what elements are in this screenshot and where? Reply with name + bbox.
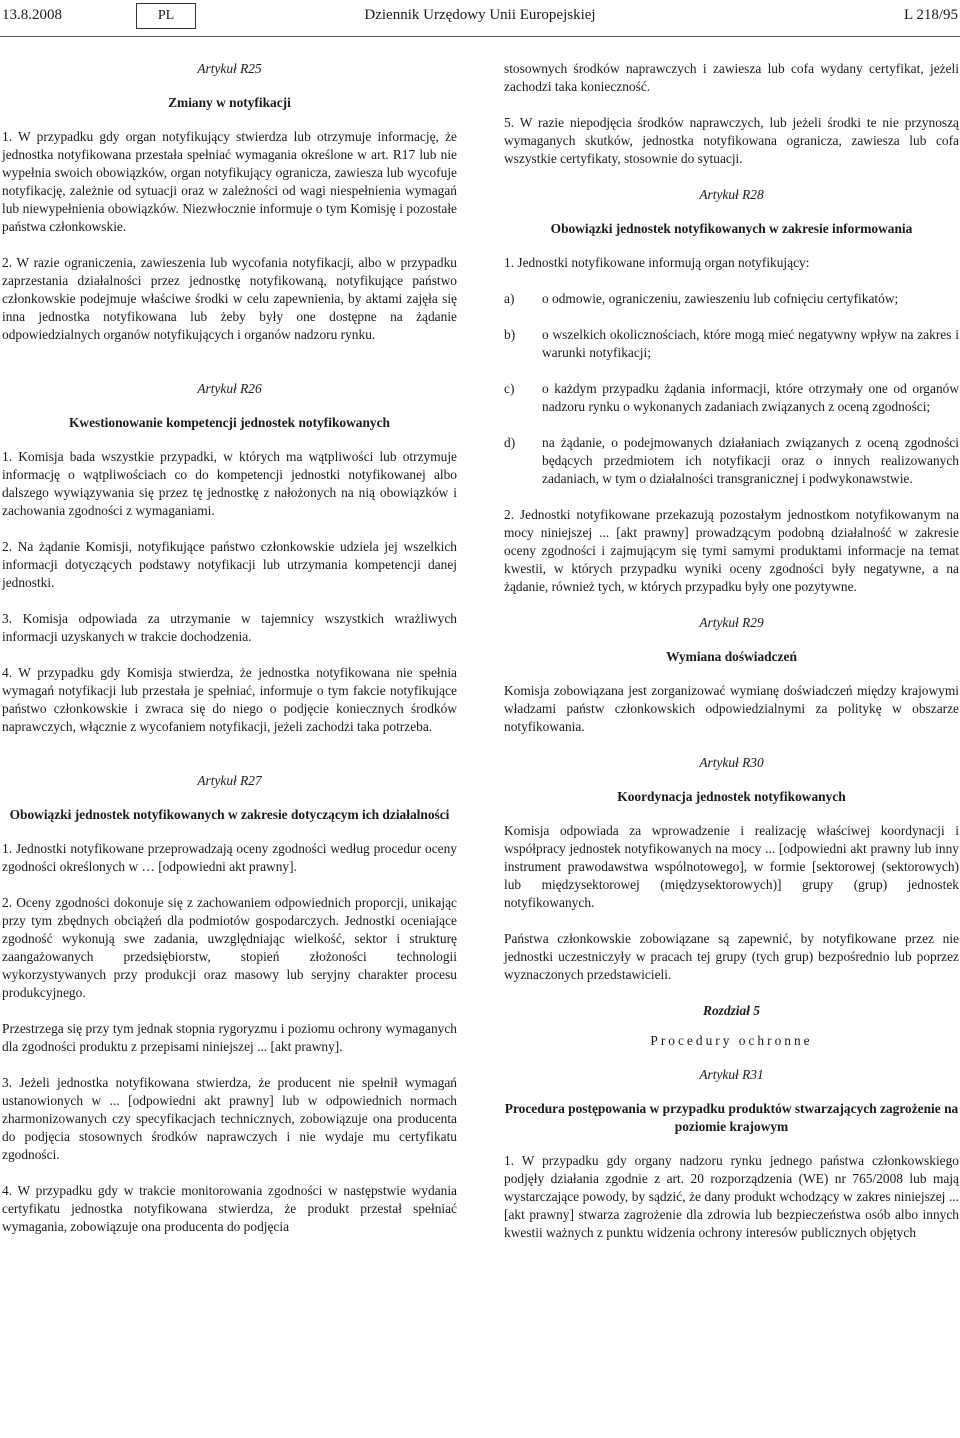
chapter-title: Procedury ochronne [650,1033,813,1048]
paragraph: 4. W przypadku gdy w trakcie monitorowania zgodności w następstwie wydania certyfikatu jednostka notyfikowana stwierdza, że produkt przestał spełniać wymagania, zobowiązuje ona producenta do podjęcia [2,1183,457,1234]
article-label: Artykuł R28 [699,187,764,202]
paragraph: stosownych środków naprawczych i zawiesza lub cofa wydany certyfikat, jeżeli zachodzi taka konieczność. [504,61,959,94]
paragraph: 1. Komisja bada wszystkie przypadki, w których ma wątpliwości lub otrzymuje informację o wątpliwościach co do kompetencji jednostki notyfikowanej albo dalszego wywiązywania się przez tę jednostkę z nałożonych na nią obowiązków i zachowania zgodności z wymaganiami. [2,449,457,518]
publication-date: 13.8.2008 [2,7,62,23]
article-title: Zmiany w notyfikacji [168,95,291,110]
paragraph: 2. Na żądanie Komisji, notyfikujące państwo członkowskie udziela jej wszelkich informacji dotyczących podstawy notyfikacji lub utrzymania kompetencji danej jednostki. [2,539,457,590]
article-title: Procedura postępowania w przypadku produktów stwarzających zagrożenie na poziomie krajowym [504,1101,959,1134]
list-item-label: a) [504,291,515,306]
paragraph: 5. W razie niepodjęcia środków naprawczych, lub jeżeli środki te nie przynoszą wymaganych skutków, jednostka notyfikowana ogranicza, zawiesza lub cofa wszystkie certyfikaty, stosownie do sytuacji. [504,115,959,166]
left-column [2,60,457,1254]
paragraph: 2. Jednostki notyfikowane przekazują pozostałym jednostkom notyfikowanym na mocy niniejszej ... [akt prawny] prowadzącym podobną działalność w zakresie oceny zgodności i zajmującym się tymi samymi produktami informacje na temat kwestii, w których przypadku wyniki oceny zgodności były negatywne, a na żądanie, również tych, w których przypadku były one pozytywne. [504,507,959,594]
page-header [0,0,960,30]
article-title: Wymiana doświadczeń [666,649,797,664]
paragraph: 4. W przypadku gdy Komisja stwierdza, że jednostka notyfikowana nie spełnia wymagań notyfikacji lub przestała je spełniać, informuje o tym fakcie notyfikujące państwo członkowskie i zwraca się do niego o podjęcie koniecznych środków naprawczych, włącznie z wycofaniem notyfikacji, jeżeli zachodzi taka potrzeba. [2,665,457,734]
paragraph: 1. W przypadku gdy organy nadzoru rynku jednego państwa członkowskiego podjęły działania zgodnie z art. 20 rozporządzenia (WE) nr 765/2008 lub mają wystarczające powody, by sądzić, że dany produkt wchodzący w zakres niniejszej ... [akt prawny] stwarza zagrożenie dla zdrowia lub bezpieczeństwa osób albo innych kwestii ważnych z punktu widzenia ochrony interesów publicznych objętych [504,1153,959,1240]
article-title: Kwestionowanie kompetencji jednostek notyfikowanych [68,415,390,430]
paragraph: 1. W przypadku gdy organ notyfikujący stwierdza lub otrzymuje informację, że jednostka notyfikowana przestała spełniać wymagania określone w art. R17 lub nie wypełnia swoich obowiązków, organ notyfikujący ogranicza, zawiesza lub wycofuje notyfikację, zależnie od sytuacji oraz w zależności od wagi niespełnienia wymagań lub niewypełnienia obowiązków. Niezwłocznie informuje o tym Komisję i pozostałe państwa członkowskie. [2,129,457,234]
list-item-text: o każdym przypadku żądania informacji, które otrzymały one od organów nadzoru rynku o wykonanych zadaniach związanych z oceną zgodności; [542,381,959,414]
paragraph: 1. Jednostki notyfikowane informują organ notyfikujący: [504,255,810,270]
paragraph: Państwa członkowskie zobowiązane są zapewnić, by notyfikowane przez nie jednostki uczestniczyły w pracach tej grupy (tych grup) bezpośrednio lub poprzez wyznaczonych przedstawicieli. [504,931,959,982]
article-label: Artykuł R29 [699,615,764,630]
paragraph: Komisja odpowiada za wprowadzenie i realizację właściwej koordynacji i współpracy jednostek notyfikowanych na mocy ... [odpowiedni akt prawny lub inny instrument prawodawstwa wspólnotowego], w formie [sektorowej (sektorowych) lub międzysektorowej (międzysektorowych)] grupy (grup) jednostek notyfikowanych. [504,823,959,910]
language-badge: PL [136,3,196,29]
list-item-label: b) [504,327,516,342]
paragraph: 3. Komisja odpowiada za utrzymanie w tajemnicy wszystkich wrażliwych informacji uzyskanych w trakcie dochodzenia. [2,611,457,644]
right-column [504,60,959,1260]
article-title: Obowiązki jednostek notyfikowanych w zakresie informowania [550,221,913,236]
article-title: Obowiązki jednostek notyfikowanych w zakresie dotyczącym ich działalności [9,807,450,822]
paragraph: Przestrzega się przy tym jednak stopnia rygoryzmu i poziomu ochrony wymaganych dla zgodności produktu z przepisami niniejszej ... [akt prawny]. [2,1021,457,1054]
list-item-text: o odmowie, ograniczeniu, zawieszeniu lub cofnięciu certyfikatów; [542,291,899,306]
list-item-label: d) [504,435,516,450]
paragraph: 3. Jeżeli jednostka notyfikowana stwierdza, że producent nie spełnił wymagań ustanowionych w ... [odpowiedni akt prawny] lub w odpowiednich normach zharmonizowanych czy specyfikacjach technicznych, zobowiązuje ona producenta do podjęcia stosownych środków naprawczych i nie wydaje mu certyfikatu zgodności. [2,1075,457,1162]
article-title: Koordynacja jednostek notyfikowanych [617,789,846,804]
paragraph: 2. W razie ograniczenia, zawieszenia lub wycofania notyfikacji, albo w przypadku zaprzestania działalności przez jednostkę notyfikowaną, notyfikujące państwo członkowskie podejmuje właściwe środki w celu zapewnienia, by aktami zajęła się inna jednostka notyfikowana lub żeby były one dostępne na żądanie odpowiedzialnych organów notyfikujących i organów nadzoru rynku. [2,255,457,342]
article-label: Artykuł R26 [197,381,262,396]
list-item [504,326,959,362]
page-reference: L 218/95 [903,7,958,23]
journal-title: Dziennik Urzędowy Unii Europejskiej [364,7,596,23]
list-item-label: c) [504,381,515,396]
article-label: Artykuł R30 [699,755,764,770]
article-label: Artykuł R31 [699,1067,764,1082]
list-item [504,380,959,416]
paragraph: 2. Oceny zgodności dokonuje się z zachowaniem odpowiednich proporcji, unikając przy tym zbędnych obciążeń dla podmiotów gospodarczych. Jednostki oceniające zgodność wykonują swe zadania, uwzględniając wielkość, sektor i strukturę zaangażowanych przedsiębiorstw, stopień złożoności technologii wykorzystywanych przy produkcji oraz masowy lub seryjny charakter procesu produkcyjnego. [2,895,457,1000]
header-rule [0,36,960,37]
list-item-text: na żądanie, o podejmowanych działaniach związanych z oceną zgodności będących przedmiotem ich notyfikacji oraz o innych realizowanych zadaniach, w tym o działalności transgranicznej i podwykonawstwie. [542,435,959,486]
article-label: Artykuł R25 [197,61,262,76]
chapter-label: Rozdział 5 [703,1003,760,1018]
paragraph: 1. Jednostki notyfikowane przeprowadzają oceny zgodności według procedur oceny zgodności określonych w … [odpowiedni akt prawny]. [2,841,457,874]
list-item [504,434,959,488]
list-item-text: o wszelkich okolicznościach, które mogą mieć negatywny wpływ na zakres i warunki notyfikacji; [542,327,959,360]
paragraph: Komisja zobowiązana jest zorganizować wymianę doświadczeń między krajowymi władzami państw członkowskich odpowiedzialnymi za politykę w obszarze notyfikowania. [504,683,959,734]
list-item [504,290,959,308]
article-label: Artykuł R27 [197,773,262,788]
